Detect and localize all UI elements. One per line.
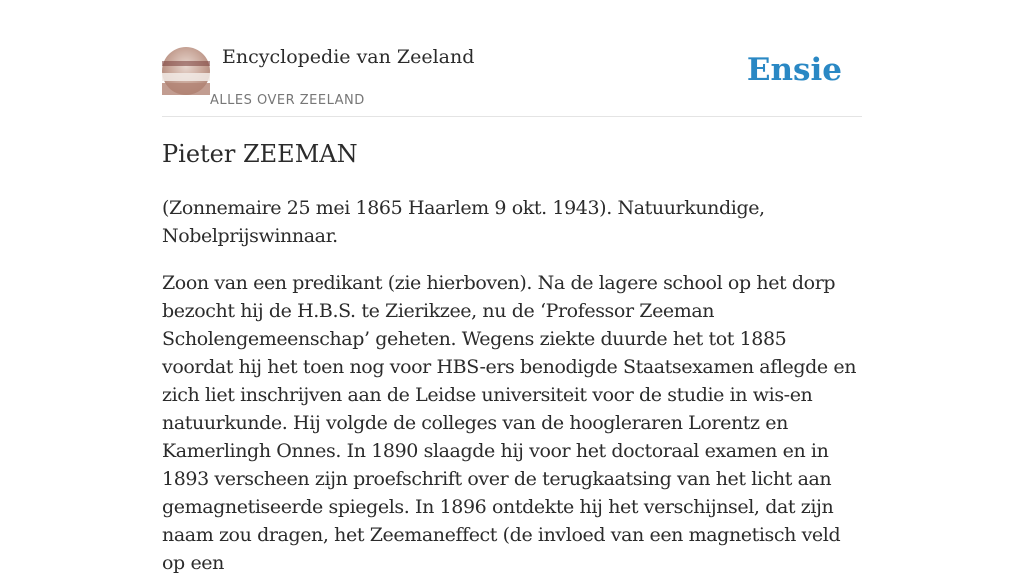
site-name-link[interactable]: Encyclopedie van Zeeland — [222, 46, 475, 68]
article-title: Pieter ZEEMAN — [162, 140, 358, 168]
site-header — [162, 0, 862, 117]
article-content — [162, 138, 862, 577]
article-paragraph: Zoon van een predikant (zie hierboven). Na de lagere school op het dorp bezocht hij de H.B.S. te Zierikzee, nu de ‘Professor Zeeman Scholengemeenschap’ geheten. Wegens ziekte duurde het tot 1885 voordat hij het toen nog voor HBS-ers benodigde Staatsexamen aflegde en zich liet inschrijven aan de Leidse universiteit voor de studie in wis-en natuurkunde. Hij volgde de colleges van de hoogleraren Lorentz en Kamerlingh Onnes. In 1890 slaagde hij voor het doctoraal examen en in 1893 verscheen zijn proefschrift over de terugkaatsing van het licht aan gemagnetiseerde spiegels. In 1896 ontdekte hij het verschijnsel, dat zijn naam zou dragen, het Zeemaneffect (de invloed van een magnetisch veld op een — [162, 272, 857, 574]
avatar-image-detail — [162, 83, 210, 95]
site-avatar[interactable] — [162, 47, 210, 95]
site-tagline: ALLES OVER ZEELAND — [210, 93, 365, 108]
article-paragraph: (Zonnemaire 25 mei 1865 Haarlem 9 okt. 1943). Natuurkundige, Nobelprijswinnaar. — [162, 197, 765, 247]
avatar-image-detail — [162, 73, 210, 81]
avatar-image-detail — [162, 61, 210, 66]
ensie-logo-link[interactable]: Ensie — [746, 52, 842, 88]
